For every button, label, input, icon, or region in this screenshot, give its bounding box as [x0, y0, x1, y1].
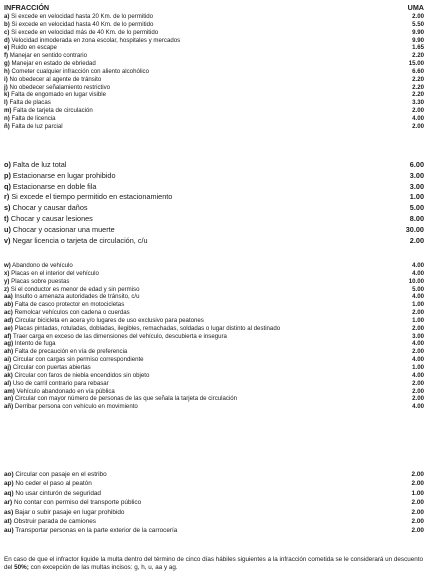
infraction-description [4, 262, 390, 270]
infraction-text: Falta de placas [9, 99, 51, 107]
infraction-letter: p) [4, 170, 11, 180]
infraction-row [4, 52, 424, 60]
infraction-letter: d) [4, 36, 10, 44]
infraction-letter: i) [4, 75, 8, 83]
infraction-letter: ag) [4, 340, 14, 348]
infraction-description [4, 225, 390, 236]
infraction-row [4, 479, 424, 488]
uma-value: 2.00 [412, 387, 424, 395]
uma-value: 2.20 [412, 83, 424, 91]
uma-value: 4.00 [412, 356, 424, 364]
infraction-description [4, 403, 390, 411]
infraction-letter: x) [4, 269, 10, 277]
infraction-letter: aj) [4, 363, 12, 371]
infraction-letter: a) [4, 13, 10, 20]
infraction-row [4, 262, 424, 270]
infraction-row [4, 403, 424, 411]
infraction-text: Circular con mayor número de personas de las que señala la tarjeta de circulación [14, 395, 238, 403]
infraction-row [4, 107, 424, 115]
uma-value: 1.65 [412, 44, 424, 52]
infraction-text: Circular con puertas abiertas [12, 363, 91, 371]
infraction-letter: s) [4, 203, 11, 213]
infraction-row [4, 364, 424, 372]
infraction-letter: h) [4, 67, 10, 75]
infraction-text: Abandono de vehículo [12, 262, 73, 269]
infraction-row [4, 395, 424, 403]
infraction-description [4, 356, 390, 364]
discount-percent: 50%; [14, 564, 29, 571]
infraction-description [4, 29, 390, 37]
infraction-letter: an) [4, 395, 14, 403]
infraction-description [4, 372, 390, 380]
uma-value: 2.00 [412, 107, 424, 115]
infraction-letter: e) [4, 44, 10, 52]
infraction-description [4, 517, 390, 526]
infraction-letter: ah) [4, 348, 14, 356]
infraction-description [4, 160, 390, 171]
uma-value: 3.00 [409, 170, 424, 180]
infraction-row [4, 372, 424, 380]
infraction-letter: o) [4, 160, 11, 169]
infraction-row [4, 171, 424, 182]
infraction-text: Si excede en velocidad más de 40 Km. de lo permitido [11, 28, 159, 36]
infraction-text: Manejar en sentido contrario [9, 52, 87, 60]
infraction-text: Circular con pasaje en el estribo [15, 471, 107, 478]
infraction-row [4, 60, 424, 68]
infraction-description [4, 192, 390, 203]
infraction-letter: añ) [4, 403, 14, 411]
infraction-description [4, 270, 390, 278]
infraction-row [4, 160, 424, 171]
uma-value: 2.00 [412, 309, 424, 317]
infraction-row [4, 84, 424, 92]
section-vehicle-conduct [4, 262, 424, 411]
infraction-text: Estacionarse en lugar prohibido [12, 170, 116, 180]
infraction-row [4, 236, 424, 247]
infraction-description [4, 301, 390, 309]
infraction-row [4, 37, 424, 45]
infraction-description [4, 182, 390, 193]
infraction-letter: j) [4, 83, 8, 91]
infraction-letter: y) [4, 277, 10, 285]
uma-value: 6.00 [409, 160, 424, 169]
infraction-text: Uso de carril contrario para rebasar [12, 379, 109, 387]
infraction-description [4, 380, 390, 388]
infraction-text: No ceder el paso al peatón [15, 480, 92, 488]
infraction-description [4, 123, 390, 131]
uma-value: 2.00 [411, 471, 424, 478]
uma-value: 6.60 [412, 67, 424, 75]
infraction-description [4, 60, 390, 68]
infraction-row [4, 286, 424, 294]
uma-value: 1.00 [412, 363, 424, 371]
infraction-text: No obedecer señalamiento restrictivo [9, 83, 111, 91]
infraction-row [4, 270, 424, 278]
uma-value: 4.00 [412, 371, 424, 379]
infraction-letter: ae) [4, 324, 13, 332]
uma-value: 4.00 [412, 403, 424, 411]
infraction-row [4, 192, 424, 203]
section-speed-and-documents [4, 13, 424, 131]
infraction-description [4, 526, 390, 535]
infraction-description [4, 333, 390, 341]
uma-value: 2.00 [412, 13, 424, 20]
infraction-description [4, 309, 390, 317]
infraction-letter: z) [4, 285, 10, 293]
infraction-letter: n) [4, 114, 10, 122]
discount-note-text-1: En caso de que el infractor liquide la multa dentro del término de cinco días hábiles siguientes a la infracción cometida se le considerará un descuento del [4, 556, 423, 571]
infraction-description [4, 115, 390, 123]
infraction-text: Intento de fuga [14, 340, 56, 348]
infraction-row [4, 333, 424, 341]
uma-value: 5.00 [409, 203, 424, 213]
infraction-row [4, 317, 424, 325]
infraction-text: Falta de precaución en vía de preferencia [14, 348, 128, 356]
infraction-row [4, 325, 424, 333]
infraction-text: Falta de tarjeta de circulación [13, 107, 93, 115]
infraction-letter: c) [4, 28, 10, 36]
infraction-text: Manejar en estado de ebriedad [11, 60, 96, 68]
infraction-letter: g) [4, 60, 10, 68]
infraction-description [4, 76, 390, 84]
infraction-description [4, 286, 390, 294]
infraction-letter: al) [4, 379, 12, 387]
infraction-description [4, 278, 390, 286]
infraction-description [4, 348, 390, 356]
infraction-text: No contar con permiso del transporte público [13, 499, 142, 507]
uma-value: 2.00 [412, 122, 424, 130]
infraction-row [4, 388, 424, 396]
uma-value: 5.00 [412, 285, 424, 293]
infraction-row [4, 115, 424, 123]
uma-value: 2.20 [412, 52, 424, 60]
section-parking-and-collisions [4, 160, 424, 246]
infraction-text: Placas sobre puestas [11, 277, 70, 285]
infraction-letter: au) [4, 527, 14, 535]
infraction-text: Falta de casco protector en motocicletas [14, 301, 125, 309]
infraction-text: Insulto o amenaza autoridades de tránsito, c/u [14, 293, 140, 301]
uma-value: 4.00 [412, 340, 424, 348]
uma-value: 2.20 [412, 75, 424, 83]
infraction-row [4, 380, 424, 388]
infraction-row [4, 508, 424, 517]
infraction-text: Negar licencia o tarjeta de circulación, c/u [12, 235, 148, 245]
uma-value: 2.20 [412, 91, 424, 99]
infraction-letter: b) [4, 20, 10, 28]
infraction-text: No usar cinturón de seguridad [15, 489, 101, 497]
infraction-row [4, 340, 424, 348]
uma-value: 1.00 [412, 301, 424, 309]
infraction-description [4, 171, 390, 182]
infraction-row [4, 99, 424, 107]
infraction-letter: l) [4, 99, 8, 107]
infraction-description [4, 508, 390, 517]
infraction-row [4, 470, 424, 479]
uma-value: 2.00 [409, 235, 424, 245]
infraction-text: Circular con faros de niebla encendidos sin objeto [14, 371, 150, 379]
infraction-text: Velocidad inmoderada en zona escolar, hospitales y mercados [11, 36, 181, 44]
infraction-text: Vehículo abandonado en vía pública [16, 387, 115, 395]
infraction-description [4, 236, 390, 247]
uma-value: 8.00 [409, 213, 424, 223]
infraction-letter: ai) [4, 356, 12, 364]
infraction-text: Falta de luz total [12, 160, 67, 169]
discount-note-text-2: con excepción de las multas incisos: g, h, u, aa y ag. [28, 564, 178, 571]
infraction-description [4, 68, 390, 76]
infraction-letter: u) [4, 224, 11, 234]
infraction-description [4, 107, 390, 115]
infraction-row [4, 356, 424, 364]
infraction-letter: m) [4, 107, 12, 115]
uma-value: 10.00 [408, 277, 424, 285]
infraction-description [4, 214, 390, 225]
header-uma: UMA [407, 3, 424, 12]
infraction-letter: ad) [4, 316, 14, 324]
infraction-text: Si excede en velocidad hasta 40 Km. de lo permitido [11, 20, 154, 28]
infraction-row [4, 182, 424, 193]
infraction-text: Cometer cualquier infracción con aliento alcohólico [11, 67, 149, 75]
infraction-text: Estacionarse en doble fila [12, 181, 97, 191]
uma-value: 2.00 [412, 379, 424, 387]
infraction-row [4, 526, 424, 535]
discount-note [4, 556, 424, 572]
uma-value: 5.50 [412, 20, 424, 28]
infraction-letter: ak) [4, 371, 13, 379]
infraction-letter: w) [4, 262, 11, 269]
infraction-row [4, 517, 424, 526]
uma-value: 1.00 [412, 316, 424, 324]
uma-value: 2.00 [411, 527, 424, 535]
infraction-text: Falta de licencia [11, 114, 56, 122]
infraction-row [4, 498, 424, 507]
uma-value: 2.00 [412, 395, 424, 403]
infraction-letter: af) [4, 332, 12, 340]
infraction-description [4, 13, 390, 21]
infraction-description [4, 325, 390, 333]
uma-value: 2.00 [411, 499, 424, 507]
infraction-row [4, 91, 424, 99]
infraction-letter: ao) [4, 471, 14, 478]
infraction-text: Falta de engomado en lugar visible [11, 91, 106, 99]
infraction-letter: at) [4, 518, 12, 526]
infraction-row [4, 278, 424, 286]
infraction-text: Bajar o subir pasaje en lugar prohibido [15, 508, 125, 516]
infraction-letter: f) [4, 52, 9, 60]
infraction-letter: k) [4, 91, 10, 99]
infraction-row [4, 13, 424, 21]
infraction-row [4, 21, 424, 29]
infraction-description [4, 44, 390, 52]
uma-value: 3.00 [409, 181, 424, 191]
infraction-letter: aq) [4, 489, 14, 497]
infraction-text: Derribar persona con vehículo en movimiento [14, 403, 138, 411]
infraction-text: Chocar y causar daños [12, 203, 88, 213]
infraction-letter: ab) [4, 301, 14, 309]
infraction-text: Placas pintadas, rotuladas, dobladas, ilegibles, remachadas, soldadas o lugar distinto al destinado [14, 324, 281, 332]
infraction-letter: v) [4, 235, 11, 245]
infraction-row [4, 348, 424, 356]
section-public-transport [4, 470, 424, 536]
uma-value: 30.00 [405, 224, 424, 234]
infraction-row [4, 225, 424, 236]
infraction-text: Circular bicicleta en acera y/o lugares de uso exclusivo para peatones [14, 316, 204, 324]
uma-value: 2.00 [411, 518, 424, 526]
infraction-row [4, 203, 424, 214]
infraction-description [4, 395, 390, 403]
infraction-text: Circular con cargas sin permiso correspondiente [12, 356, 144, 364]
infraction-description [4, 99, 390, 107]
infraction-description [4, 52, 390, 60]
infraction-text: Si excede el tiempo permitido en estacionamiento [11, 192, 173, 202]
infraction-row [4, 293, 424, 301]
uma-value: 9.90 [412, 28, 424, 36]
uma-value: 2.00 [412, 324, 424, 332]
infraction-description [4, 364, 390, 372]
infraction-text: Falta de luz parcial [11, 122, 63, 130]
infraction-letter: r) [4, 192, 10, 202]
infraction-text: No obedecer al agente de tránsito [9, 75, 102, 83]
infraction-row [4, 68, 424, 76]
infraction-description [4, 388, 390, 396]
infraction-text: Obstruir parada de camiones [13, 518, 97, 526]
infraction-description [4, 84, 390, 92]
uma-value: 1.00 [409, 192, 424, 202]
infraction-row [4, 29, 424, 37]
uma-value: 9.90 [412, 36, 424, 44]
uma-value: 3.30 [412, 99, 424, 107]
infraction-letter: am) [4, 387, 15, 395]
infraction-row [4, 44, 424, 52]
infraction-description [4, 479, 390, 488]
infraction-description [4, 470, 390, 479]
infraction-description [4, 340, 390, 348]
uma-value: 2.00 [412, 348, 424, 356]
infraction-description [4, 91, 390, 99]
infraction-row [4, 489, 424, 498]
infraction-text: Chocar y ocasionar una muerte [12, 224, 115, 234]
infraction-letter: ap) [4, 480, 14, 488]
infraction-letter: as) [4, 508, 14, 516]
infraction-row [4, 123, 424, 131]
infraction-description [4, 489, 390, 498]
infraction-letter: q) [4, 181, 11, 191]
table-header [4, 3, 424, 13]
uma-value: 4.00 [412, 293, 424, 301]
uma-value: 2.00 [411, 508, 424, 516]
infraction-letter: ar) [4, 499, 13, 507]
infraction-description [4, 203, 390, 214]
infraction-text: Si el conductor es menor de edad y sin permiso [10, 285, 140, 293]
uma-value: 4.00 [412, 269, 424, 277]
infraction-description [4, 37, 390, 45]
infraction-text: Transportar personas en la parte exterior de la carrocería [15, 527, 178, 535]
uma-value: 1.00 [411, 489, 424, 497]
infraction-description [4, 293, 390, 301]
infraction-row [4, 214, 424, 225]
infraction-row [4, 309, 424, 317]
infraction-text: Traer carga en exceso de las dimensiones del vehículo, descubierta e insegura [13, 332, 227, 340]
infraction-letter: aa) [4, 293, 13, 301]
header-infraccion: INFRACCIÓN [4, 3, 50, 12]
infraction-text: Chocar y causar lesiones [10, 213, 93, 223]
infraction-letter: t) [4, 213, 9, 223]
infraction-letter: ac) [4, 309, 13, 317]
infraction-row [4, 301, 424, 309]
infraction-description [4, 498, 390, 507]
infraction-text: Si excede en velocidad hasta 20 Km. de lo permitido [11, 13, 154, 20]
uma-value: 4.00 [412, 114, 424, 122]
infraction-text: Ruido en escape [11, 44, 57, 52]
infraction-text: Placas en el interior del vehículo [11, 269, 99, 277]
infraction-row [4, 76, 424, 84]
infraction-letter: ñ) [4, 122, 10, 130]
uma-value: 3.00 [412, 332, 424, 340]
uma-value: 4.00 [412, 262, 424, 269]
uma-value: 15.00 [408, 60, 424, 68]
infraction-description [4, 317, 390, 325]
infraction-text: Remolcar vehículos con cadena o cuerdas [14, 309, 130, 317]
uma-value: 2.00 [411, 480, 424, 488]
infraction-description [4, 21, 390, 29]
